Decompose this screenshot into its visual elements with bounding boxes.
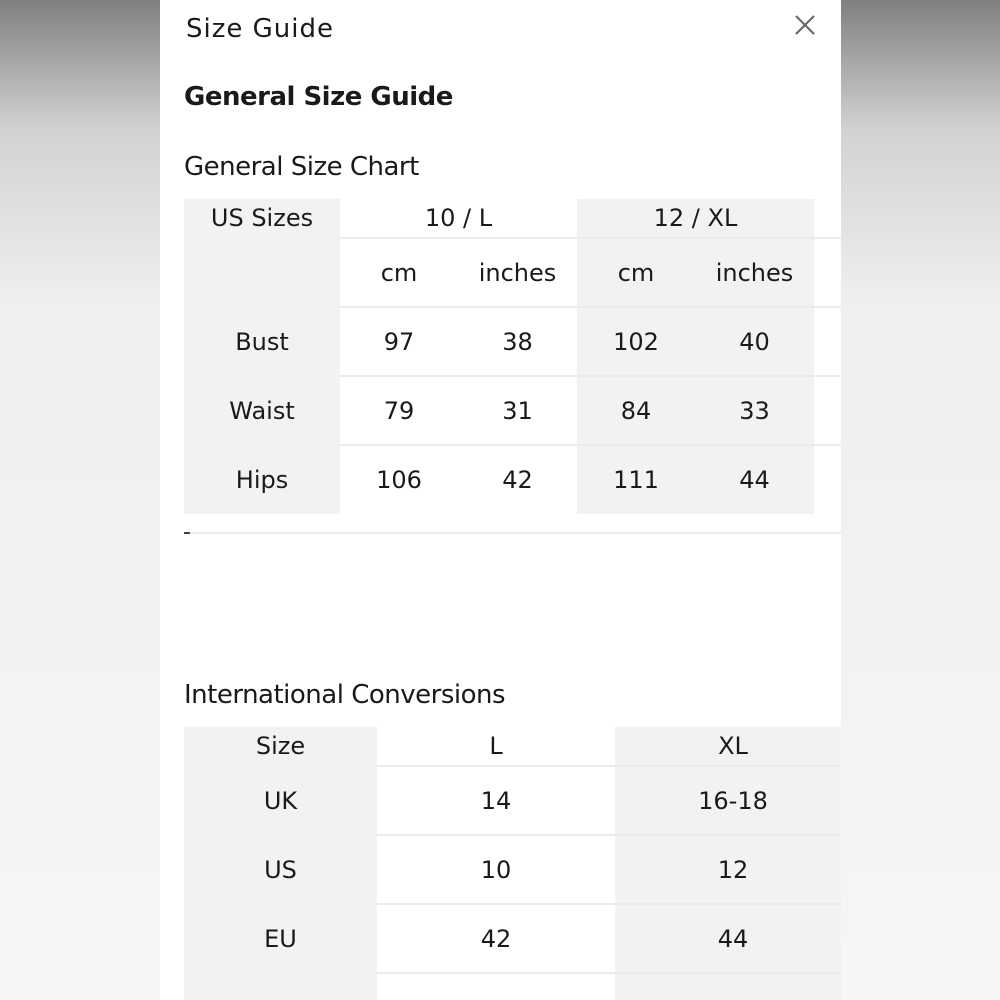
table-cell: 111 <box>613 466 659 494</box>
size-guide-modal <box>160 0 841 1000</box>
table-cell: 12 <box>717 855 749 884</box>
backdrop-right <box>841 0 1000 1000</box>
table-cell: 40 <box>739 327 770 356</box>
guide-heading: General Size Guide <box>184 82 453 112</box>
table-cell: 14 <box>480 786 512 815</box>
row-label: EU <box>264 924 297 953</box>
row-label: US <box>264 855 297 884</box>
column-header: L <box>489 732 503 760</box>
table-cell: 97 <box>383 327 415 356</box>
table-cell: 44 <box>717 924 749 953</box>
divider <box>377 972 841 974</box>
unit-header: inches <box>478 258 557 287</box>
column-header: XL <box>718 732 748 760</box>
corner-label: Size <box>255 732 306 760</box>
table-cell: 33 <box>739 396 770 425</box>
corner-label: US Sizes <box>210 204 314 232</box>
table-cell: 10 <box>480 855 512 884</box>
table-cell: 38 <box>502 327 533 356</box>
size-chart-title: General Size Chart <box>184 152 419 182</box>
table-cell: 31 <box>502 396 533 425</box>
unit-header: cm <box>380 258 418 287</box>
row-label: Waist <box>229 396 295 425</box>
table-cell: 102 <box>613 327 659 356</box>
size-group-header: 12 / XL <box>653 204 738 232</box>
table-cell: 42 <box>502 466 533 494</box>
table-cell: 79 <box>383 396 415 425</box>
table-cell: 16-18 <box>698 786 768 815</box>
unit-header: inches <box>715 258 794 287</box>
modal-title: Size Guide <box>186 14 334 44</box>
row-label: Hips <box>235 466 289 494</box>
size-group-header: 10 / L <box>424 204 493 232</box>
row-label: UK <box>263 786 298 815</box>
table-cell: 106 <box>376 466 422 494</box>
table-cell: 44 <box>739 466 770 494</box>
table-cell: 84 <box>620 396 652 425</box>
scroll-indicator <box>184 532 190 534</box>
row-label: Bust <box>235 327 289 356</box>
close-icon[interactable] <box>792 12 818 38</box>
divider <box>184 532 841 534</box>
backdrop-left <box>0 0 160 1000</box>
table-cell: 42 <box>480 924 512 953</box>
unit-header: cm <box>617 258 655 287</box>
conversions-title: International Conversions <box>184 680 506 710</box>
